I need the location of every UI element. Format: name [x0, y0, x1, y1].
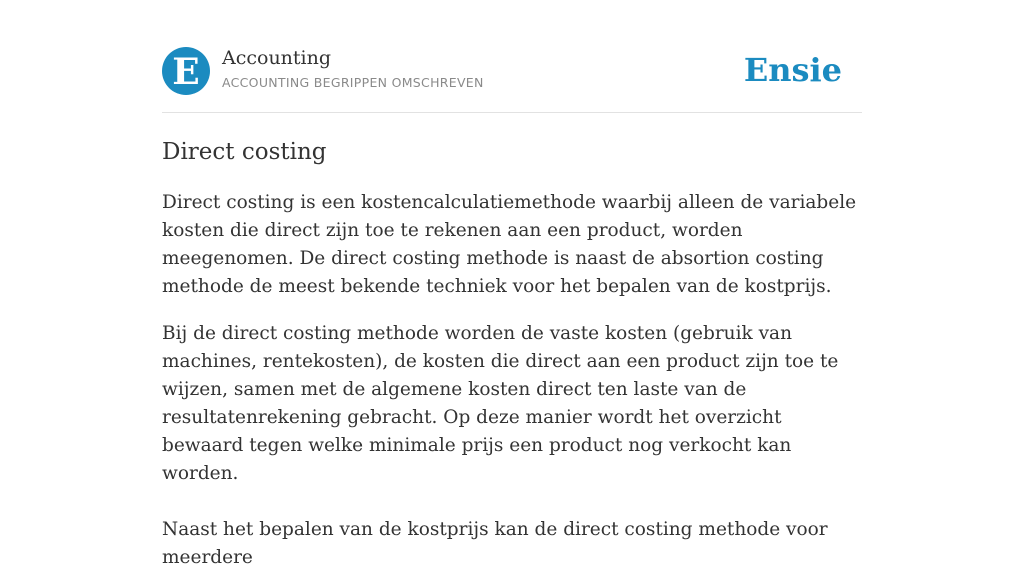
- article-paragraph: Direct costing is een kostencalculatiemethode waarbij alleen de variabele kosten die direct zijn toe te rekenen aan een product, worden meegenomen. De direct costing methode is naast de absortion costing methode de meest bekende techniek voor het bepalen van de kostprijs.: [162, 192, 857, 297]
- site-subtitle: ACCOUNTING BEGRIPPEN OMSCHREVEN: [222, 75, 484, 90]
- logo-letter: E: [172, 50, 200, 93]
- article-paragraph: Naast het bepalen van de kostprijs kan de direct costing methode voor meerdere: [162, 519, 828, 568]
- ensie-brand-link[interactable]: Ensie: [743, 51, 842, 89]
- site-title-link[interactable]: Accounting: [222, 47, 332, 69]
- ensie-logo-icon[interactable]: [162, 47, 210, 95]
- article-paragraph: Bij de direct costing methode worden de vaste kosten (gebruik van machines, rentekosten), de kosten die direct aan een product zijn toe te wijzen, samen met de algemene kosten direct ten laste van de resultatenrekening gebracht. Op deze manier wordt het overzicht bewaard tegen welke minimale prijs een product nog verkocht kan worden.: [162, 323, 839, 484]
- content-column: [162, 0, 862, 572]
- article-title: Direct costing: [162, 139, 327, 165]
- site-header: [162, 0, 862, 113]
